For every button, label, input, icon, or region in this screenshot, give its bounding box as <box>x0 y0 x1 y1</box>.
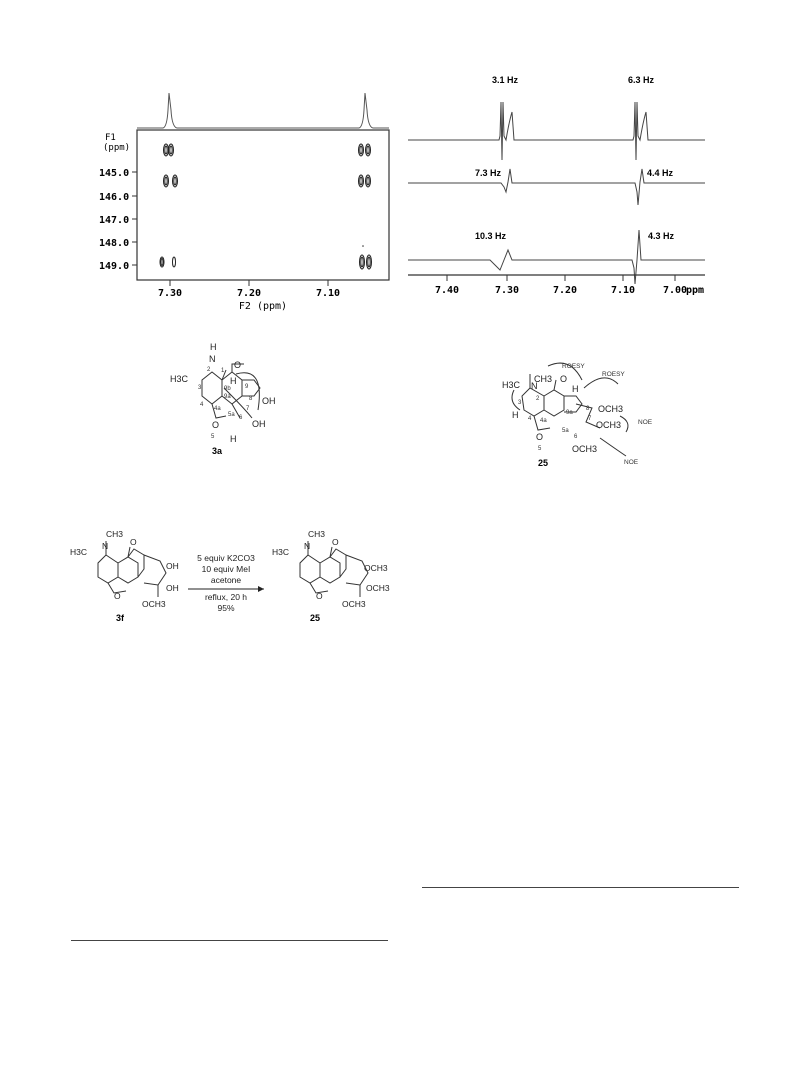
cross-peak <box>359 175 371 187</box>
atom-label: H <box>230 434 237 444</box>
spectrum-trace <box>408 102 705 160</box>
product-label: 25 <box>310 613 321 623</box>
compound-label: 25 <box>538 458 549 468</box>
condition-line: 5 equiv K2CO3 <box>197 553 255 563</box>
reactant-structure <box>98 541 166 597</box>
atom-label: N <box>531 381 538 391</box>
cross-peak <box>160 257 176 267</box>
cross-peak <box>164 144 174 156</box>
atom-number: 2 <box>207 367 211 373</box>
atom-number: 4 <box>528 416 532 422</box>
atom-label: CH3 <box>106 529 124 539</box>
atom-number: 3 <box>518 400 522 406</box>
atom-label: OH <box>262 396 276 406</box>
atom-label: H3C <box>502 380 521 390</box>
j-coupling-label: 4.4 Hz <box>647 168 674 178</box>
atom-label: OCH3 <box>366 583 390 593</box>
atom-label: O <box>212 420 220 430</box>
atom-label: OCH3 <box>572 444 598 454</box>
atom-label: OH <box>252 419 266 429</box>
cross-peak <box>359 144 371 156</box>
cross-peak <box>360 255 372 269</box>
atom-label: OCH3 <box>142 599 166 609</box>
noe-label: NOE <box>624 459 639 466</box>
hmbc-cross-peaks <box>160 144 372 269</box>
atom-label: H <box>230 376 237 386</box>
y-tick: 145.0 <box>99 168 130 179</box>
atom-label: N <box>209 354 216 364</box>
atom-label: N <box>102 541 109 551</box>
y-tick: 148.0 <box>99 238 130 249</box>
atom-number: 2 <box>536 396 540 402</box>
atom-label: OCH3 <box>342 599 366 609</box>
reactant-label: 3f <box>116 613 125 623</box>
j-coupling-label: 10.3 Hz <box>475 231 507 241</box>
atom-label: CH3 <box>534 374 553 384</box>
atom-number: 6 <box>239 415 243 421</box>
atom-number: 8 <box>586 406 590 412</box>
atom-number: 1 <box>221 368 225 374</box>
j-coupling-label: 7.3 Hz <box>475 168 502 178</box>
atom-label: H3C <box>272 547 290 557</box>
reaction-conditions <box>197 553 255 613</box>
j-coupling-label: 3.1 Hz <box>492 75 519 85</box>
atom-label: O <box>332 537 339 547</box>
atom-number: 3 <box>198 385 202 391</box>
x-tick: 7.00 <box>662 285 688 296</box>
atom-number: 9a <box>224 394 231 400</box>
cross-peak <box>164 175 178 187</box>
atom-label: OCH3 <box>596 420 622 430</box>
j-coupling-spectra <box>405 62 715 308</box>
atom-label: O <box>560 374 568 384</box>
hmbc-y-ticks <box>99 168 129 272</box>
hmbc-spectrum <box>95 80 405 320</box>
compound-label: 3a <box>212 446 223 456</box>
j-coupling-label: 4.3 Hz <box>648 231 675 241</box>
atom-number: 6 <box>574 434 578 440</box>
atom-label: O <box>114 591 121 601</box>
condition-line: acetone <box>210 575 242 585</box>
condition-line: reflux, 20 h <box>204 592 248 602</box>
atom-label: H <box>572 384 579 394</box>
noe-label: ROESY <box>602 371 625 378</box>
atom-label: O <box>316 591 323 601</box>
structure-25 <box>500 352 680 472</box>
condition-line: 10 equiv MeI <box>201 564 251 574</box>
atom-number: 4 <box>200 402 204 408</box>
atom-label: OCH3 <box>364 563 388 573</box>
atom-label: O <box>130 537 137 547</box>
atom-number: 5a <box>228 412 235 418</box>
atom-label: H <box>210 342 217 352</box>
atom-label: N <box>304 541 311 551</box>
atom-label: CH3 <box>308 529 326 539</box>
x-tick: 7.10 <box>315 288 341 299</box>
x-tick: 7.40 <box>434 285 460 296</box>
atom-number: 7 <box>588 416 592 422</box>
atom-label: H <box>512 410 519 420</box>
noe-label: NOE <box>638 419 653 426</box>
ppm-axis-unit: ppm <box>686 285 705 296</box>
footnote-divider <box>71 940 388 941</box>
y-tick: 146.0 <box>99 192 130 203</box>
atom-number: 4a <box>540 418 547 424</box>
y-tick: 147.0 <box>99 215 130 226</box>
atom-number: 8 <box>249 396 253 402</box>
f1-axis-label: F1 <box>105 133 116 143</box>
product-structure <box>300 541 368 597</box>
atom-number: 7 <box>246 406 250 412</box>
atom-number: 4a <box>214 406 221 412</box>
hmbc-x-ticks <box>158 288 340 299</box>
f2-axis-label: F2 (ppm) <box>238 301 288 312</box>
x-tick: 7.10 <box>610 285 636 296</box>
atom-label: OCH3 <box>598 404 624 414</box>
x-tick: 7.30 <box>494 285 520 296</box>
x-tick: 7.20 <box>552 285 578 296</box>
x-tick: 7.20 <box>236 288 262 299</box>
atom-label: O <box>234 360 242 370</box>
atom-number: 5 <box>538 446 542 452</box>
structure-3a <box>160 338 300 458</box>
condition-line: 95% <box>217 603 235 613</box>
atom-label: OH <box>166 561 179 571</box>
noe-label: ROESY <box>562 363 585 370</box>
f1-axis-unit: (ppm) <box>103 143 131 153</box>
atom-label: H3C <box>170 374 189 384</box>
atom-number: 9 <box>245 384 249 390</box>
x-tick: 7.30 <box>157 288 183 299</box>
atom-number: 5 <box>211 434 215 440</box>
f2-projection-trace <box>137 93 389 128</box>
atom-label: H3C <box>70 547 88 557</box>
arrowhead-icon <box>258 586 264 592</box>
y-tick: 149.0 <box>99 261 130 272</box>
footnote-divider <box>422 887 739 888</box>
atom-label: OH <box>166 583 179 593</box>
ppm-axis-ticks <box>435 285 687 296</box>
atom-label: O <box>536 432 544 442</box>
reaction-scheme <box>70 525 400 635</box>
j-coupling-label: 6.3 Hz <box>628 75 655 85</box>
atom-number: 5a <box>562 428 569 434</box>
atom-number: 9a <box>566 410 573 416</box>
atom-number: 9b <box>224 386 231 392</box>
